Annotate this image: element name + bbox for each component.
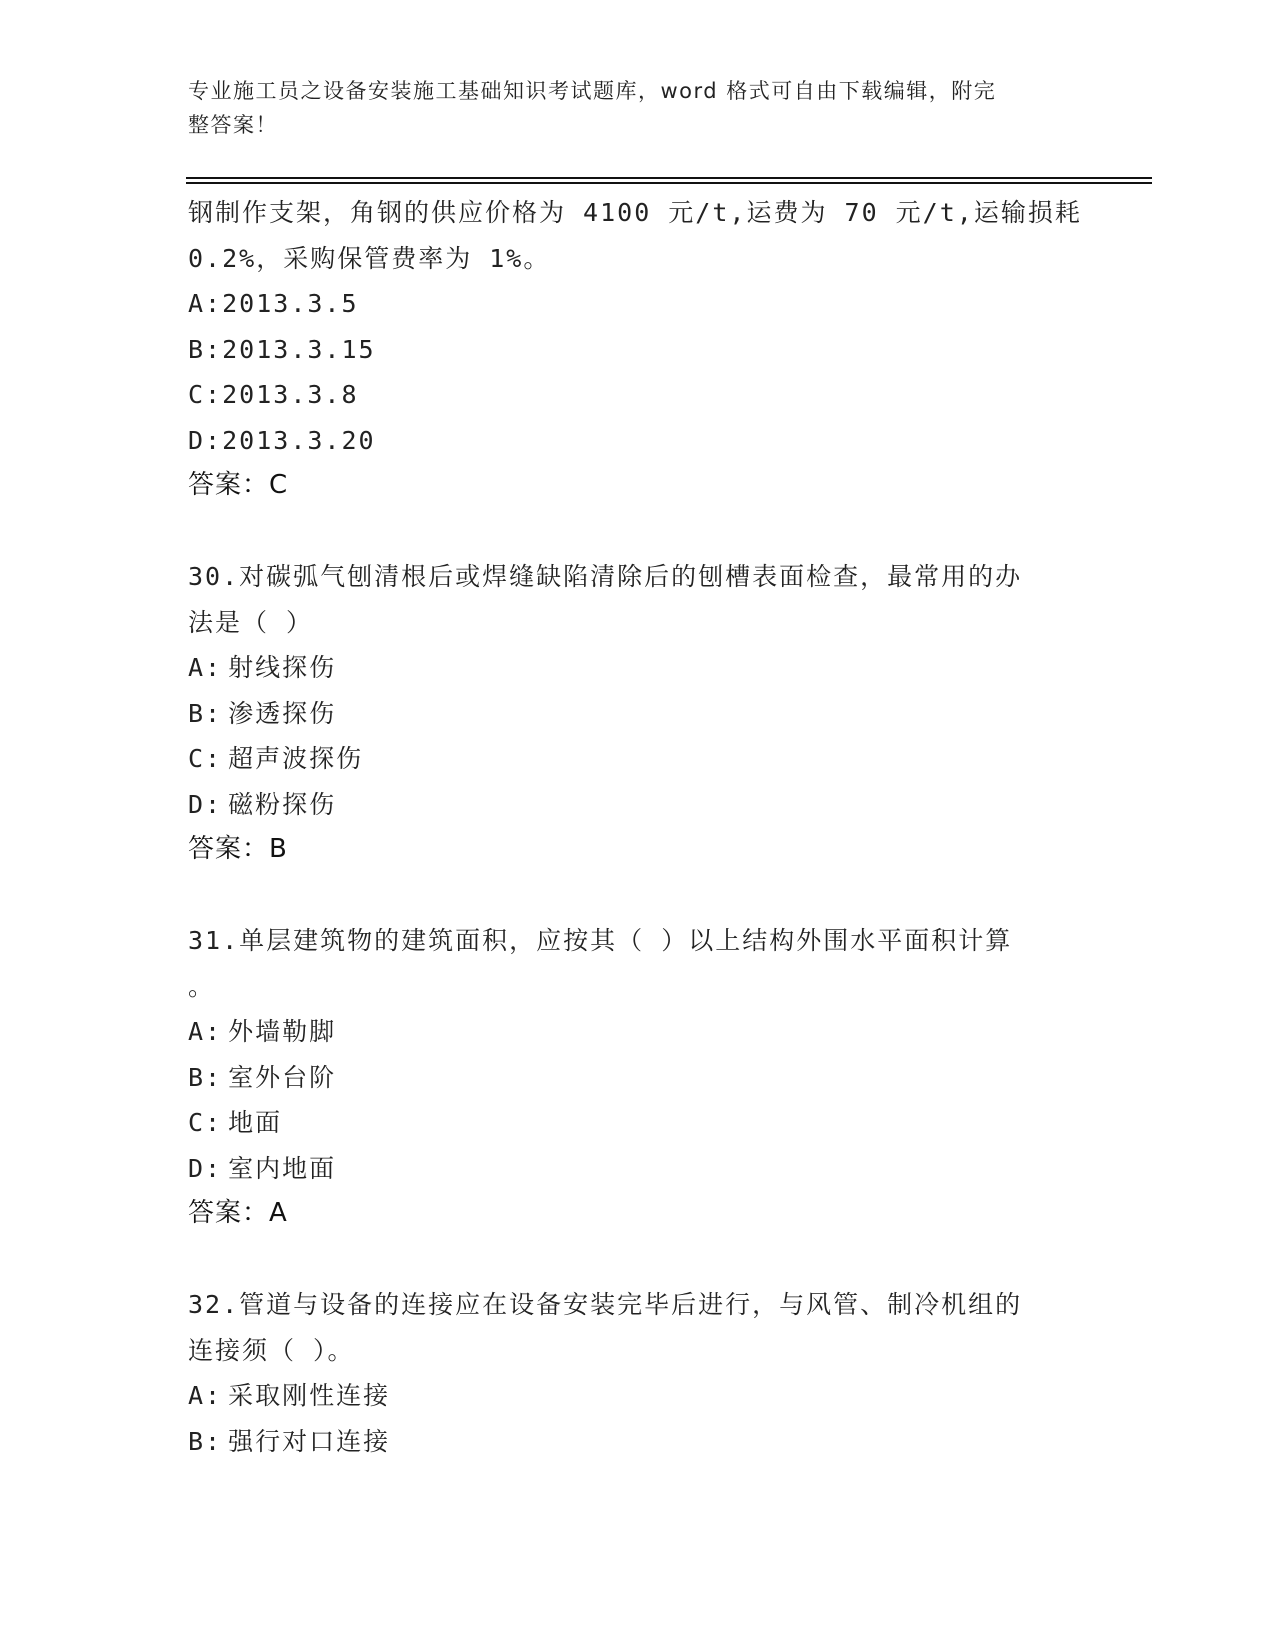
option-a: [188, 645, 1148, 691]
question-stem-line: 30.对碳弧气刨清根后或焊缝缺陷清除后的刨槽表面检查，最常用的办: [188, 562, 1023, 591]
question-stem-line: 连接须（ ）。: [188, 1335, 355, 1365]
option-text: 采取刚性连接: [228, 1381, 391, 1410]
option-text: 超声波探伤: [228, 744, 364, 773]
option-label: A:: [188, 1017, 223, 1046]
header-divider-bottom: [186, 182, 1152, 184]
option-label: D:: [188, 425, 223, 455]
question-stem-line: 0.2%，采购保管费率为 1%。: [188, 243, 551, 273]
header-line-2: 整答案！: [188, 113, 278, 137]
option-b: [188, 327, 1148, 373]
option-label: B:: [188, 1062, 223, 1092]
option-text: 2013.3.5: [222, 289, 359, 318]
option-c: [188, 372, 1148, 418]
option-text: 2013.3.15: [222, 334, 376, 364]
spacer: [188, 873, 1148, 919]
option-text: 地面: [228, 1108, 283, 1137]
spacer: [188, 1237, 1148, 1283]
option-label: A:: [188, 653, 223, 682]
option-text: 室内地面: [228, 1153, 337, 1183]
question-32: [188, 1282, 1148, 1464]
option-label: A:: [188, 289, 223, 318]
document-header: [188, 74, 1068, 142]
question-31: [188, 918, 1148, 1237]
option-text: 外墙勒脚: [228, 1017, 337, 1046]
option-d: [188, 1146, 1148, 1192]
option-label: B:: [188, 698, 223, 728]
option-text: 2013.3.20: [222, 425, 376, 455]
answer-line: 答案：B: [188, 834, 288, 864]
option-label: C:: [188, 380, 223, 409]
answer-line: 答案：C: [188, 470, 289, 500]
option-label: B:: [188, 1426, 223, 1456]
question-stem-line: 。: [188, 971, 216, 1001]
question-stem-line: 法是（ ）: [188, 607, 314, 637]
option-label: D:: [188, 789, 223, 819]
question-stem-line: 31.单层建筑物的建筑面积，应按其（ ）以上结构外围水平面积计算: [188, 926, 1013, 955]
option-a: [188, 1373, 1148, 1419]
option-text: 渗透探伤: [228, 698, 337, 728]
option-label: B:: [188, 334, 223, 364]
answer-line: 答案：A: [188, 1198, 288, 1228]
header-line-1: 专业施工员之设备安装施工基础知识考试题库，word 格式可自由下载编辑，附完: [188, 79, 997, 103]
question-stem-line: 32.管道与设备的连接应在设备安装完毕后进行，与风管、制冷机组的: [188, 1290, 1023, 1319]
option-label: A:: [188, 1381, 223, 1410]
option-b: [188, 691, 1148, 737]
option-label: C:: [188, 1108, 223, 1137]
spacer: [188, 509, 1148, 555]
option-text: 磁粉探伤: [228, 789, 337, 819]
option-b: [188, 1419, 1148, 1465]
option-label: D:: [188, 1153, 223, 1183]
option-text: 强行对口连接: [228, 1426, 391, 1456]
option-c: [188, 1100, 1148, 1146]
question-stem-line: 钢制作支架，角钢的供应价格为 4100 元/t,运费为 70 元/t,运输损耗: [188, 198, 1082, 227]
option-d: [188, 782, 1148, 828]
option-text: 室外台阶: [228, 1062, 337, 1092]
option-text: 射线探伤: [228, 653, 337, 682]
option-c: [188, 736, 1148, 782]
question-30: [188, 554, 1148, 873]
option-b: [188, 1055, 1148, 1101]
option-a: [188, 1009, 1148, 1055]
header-divider-top: [186, 177, 1152, 179]
option-d: [188, 418, 1148, 464]
question-list: [188, 190, 1148, 1464]
question-29: [188, 190, 1148, 509]
option-a: [188, 281, 1148, 327]
option-text: 2013.3.8: [222, 380, 359, 409]
option-label: C:: [188, 744, 223, 773]
